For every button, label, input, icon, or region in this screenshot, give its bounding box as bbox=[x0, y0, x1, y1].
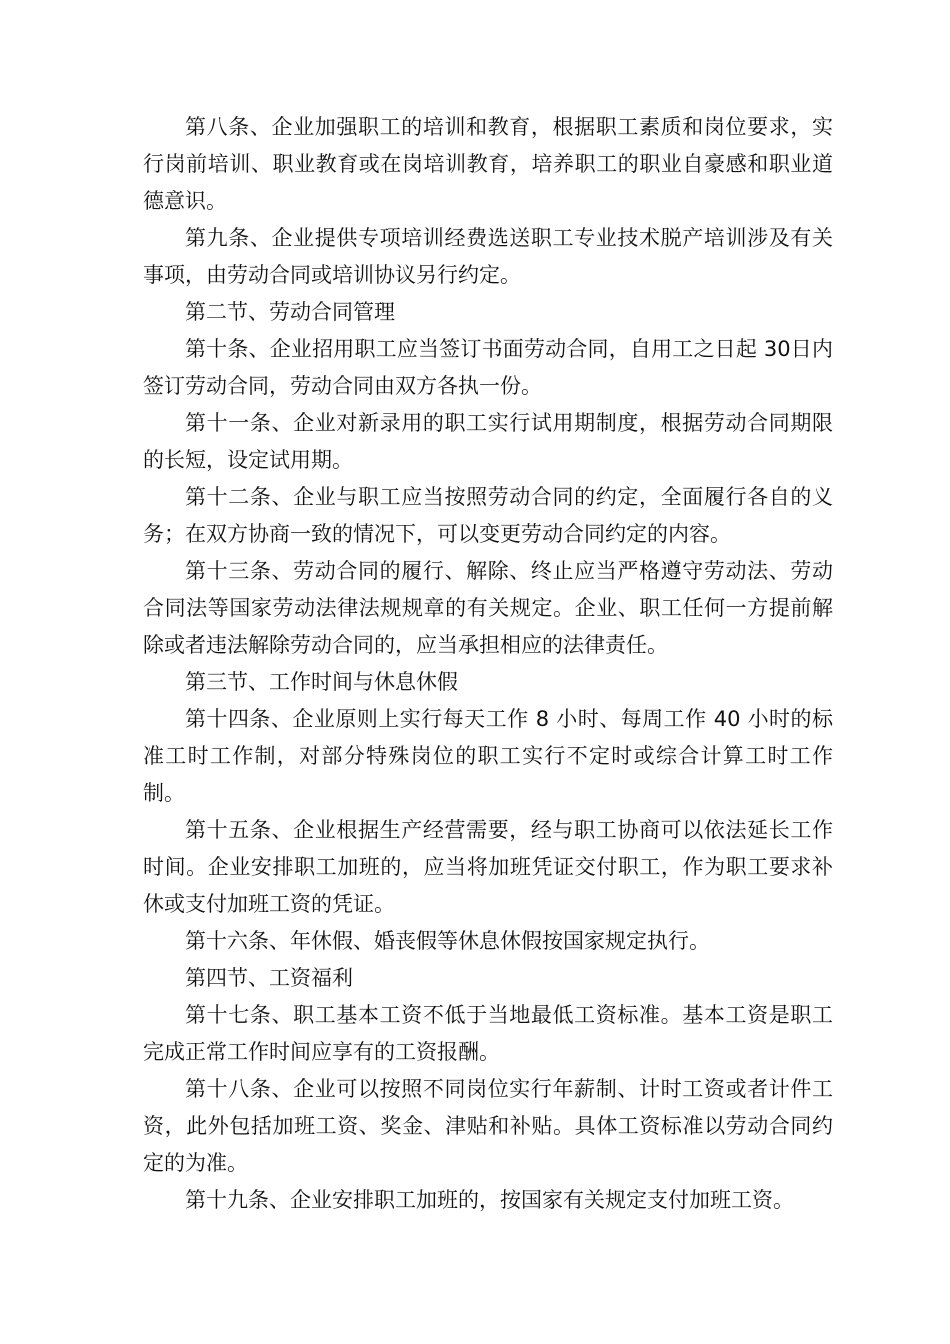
article-13: 第十三条、劳动合同的履行、解除、终止应当严格遵守劳动法、劳动合同法等国家劳动法律法规规章的有关规定。企业、职工任何一方提前解除或者违法解除劳动合同的，应当承担相应的法律责任。 bbox=[143, 559, 833, 657]
article-16: 第十六条、年休假、婚丧假等休息休假按国家规定执行。 bbox=[185, 929, 710, 953]
article-12: 第十二条、企业与职工应当按照劳动合同的约定，全面履行各自的义务；在双方协商一致的情况下，可以变更劳动合同约定的内容。 bbox=[143, 485, 833, 546]
article-11: 第十一条、企业对新录用的职工实行试用期制度，根据劳动合同期限的长短，设定试用期。 bbox=[143, 411, 833, 472]
article-19: 第十九条、企业安排职工加班的，按国家有关规定支付加班工资。 bbox=[185, 1188, 794, 1212]
article-9: 第九条、企业提供专项培训经费选送职工专业技术脱产培训涉及有关事项，由劳动合同或培训协议另行约定。 bbox=[143, 226, 833, 287]
article-18: 第十八条、企业可以按照不同岗位实行年薪制、计时工资或者计件工资，此外包括加班工资、奖金、津贴和补贴。具体工资标准以劳动合同约定的为准。 bbox=[143, 1077, 833, 1175]
article-8: 第八条、企业加强职工的培训和教育，根据职工素质和岗位要求，实行岗前培训、职业教育或在岗培训教育，培养职工的职业自豪感和职业道德意识。 bbox=[143, 115, 833, 213]
document-body bbox=[143, 109, 833, 1219]
article-10: 第十条、企业招用职工应当签订书面劳动合同，自用工之日起 30日内签订劳动合同，劳动合同由双方各执一份。 bbox=[143, 337, 833, 398]
section-4-heading: 第四节、工资福利 bbox=[185, 966, 353, 990]
article-14: 第十四条、企业原则上实行每天工作 8 小时、每周工作 40 小时的标准工时工作制，对部分特殊岗位的职工实行不定时或综合计算工时工作制。 bbox=[143, 707, 833, 805]
article-15: 第十五条、企业根据生产经营需要，经与职工协商可以依法延长工作时间。企业安排职工加班的，应当将加班凭证交付职工，作为职工要求补休或支付加班工资的凭证。 bbox=[143, 818, 833, 916]
section-3-heading: 第三节、工作时间与休息休假 bbox=[185, 670, 458, 694]
article-17: 第十七条、职工基本工资不低于当地最低工资标准。基本工资是职工完成正常工作时间应享有的工资报酬。 bbox=[143, 1003, 833, 1064]
section-2-heading: 第二节、劳动合同管理 bbox=[185, 300, 395, 324]
